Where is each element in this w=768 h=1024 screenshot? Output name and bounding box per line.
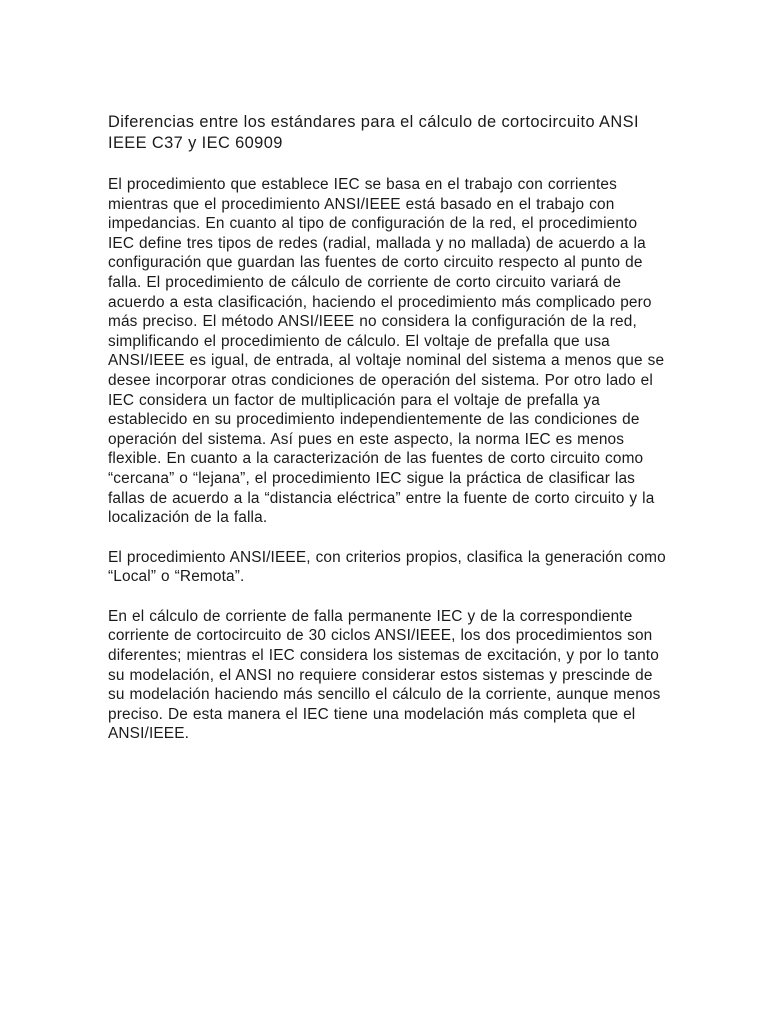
paragraph-permanent-fault-current: En el cálculo de corriente de falla permanente IEC y de la correspondiente corriente de cortocircuito de 30 ciclos ANSI/IEEE, los dos procedimientos son diferentes; mientras el IEC considera los sistemas de excitación, y por lo tanto su modelación, el ANSI no requiere considerar estos sistemas y prescinde de su modelación haciendo más sencillo el cálculo de la corriente, aunque menos preciso. De esta manera el IEC tiene una modelación más completa que el ANSI/IEEE. [108, 607, 661, 743]
paragraph-generation-classification: El procedimiento ANSI/IEEE, con criterios propios, clasifica la generación como “Local” o “Remota”. [108, 548, 666, 586]
document-body [108, 112, 668, 764]
paragraph-procedure-comparison: El procedimiento que establece IEC se basa en el trabajo con corrientes mientras que el procedimiento ANSI/IEEE está basado en el trabajo con impedancias. En cuanto al tipo de configuración de la red, el procedimiento IEC define tres tipos de redes (radial, mallada y no mallada) de acuerdo a la configuración que guardan las fuentes de corto circuito respecto al punto de falla. El procedimiento de cálculo de corriente de corto circuito variará de acuerdo a esta clasificación, haciendo el procedimiento más complicado pero más preciso. El método ANSI/IEEE no considera la configuración de la red, simplificando el procedimiento de cálculo. El voltaje de prefalla que usa ANSI/IEEE es igual, de entrada, al voltaje nominal del sistema a menos que se desee incorporar otras condiciones de operación del sistema. Por otro lado el IEC considera un factor de multiplicación para el voltaje de prefalla ya establecido en su procedimiento independientemente de las condiciones de operación del sistema. Así pues en este aspecto, la norma IEC es menos flexible. En cuanto a la caracterización de las fuentes de corto circuito como “cercana” o “lejana”, el procedimiento IEC sigue la práctica de clasificar las fallas de acuerdo a la “distancia eléctrica” entre la fuente de corto circuito y la localización de la falla. [108, 176, 665, 527]
document-title: Diferencias entre los estándares para el cálculo de cortocircuito ANSI IEEE C37 y IEC 60909 [108, 113, 639, 152]
